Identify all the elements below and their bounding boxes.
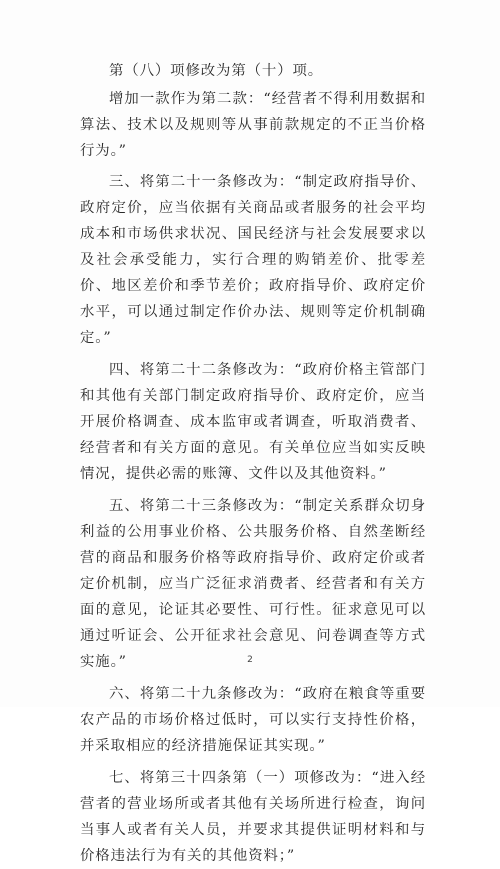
paragraph-article-34: 七、将第三十四条第（一）项修改为：“进入经营者的营业场所或者其他有关场所进行检查，询问当事人或者有关人员，并要求其提供证明材料和与价格违法行为有关的其他资料；”: [80, 770, 426, 864]
paragraph-article-29: 六、将第二十九条修改为：“政府在粮食等重要农产品的市场价格过低时，可以实行支持性价格，并采取相应的经济措施保证其实现。”: [80, 686, 426, 754]
document-body: [80, 58, 426, 869]
paragraph-article-21: 三、将第二十一条修改为：“制定政府指导价、政府定价，应当依据有关商品或者服务的社会平均成本和市场供求状况、国民经济与社会发展要求以及社会承受能力，实行合理的购销差价、批零差价、地区差价和季节差价；政府指导价、政府定价水平，可以通过制定作价办法、规则等定价机制确定。”: [80, 174, 426, 346]
paragraph-amendment-item-8: 第（八）项修改为第（十）项。: [109, 63, 324, 79]
page-number: 2: [247, 655, 253, 665]
paragraph-add-second-clause: 增加一款作为第二款：“经营者不得利用数据和算法、技术以及规则等从事前款规定的不正当价格行为。”: [80, 91, 426, 159]
paragraph-article-23: 五、将第二十三条修改为：“制定关系群众切身利益的公用事业价格、公共服务价格、自然垄断经营的商品和服务价格等政府指导价、政府定价或者定价机制，应当广泛征求消费者、经营者和有关方面的意见，论证其必要性、可行性。征求意见可以通过听证会、公开征求社会意见、问卷调查等方式实施。”: [80, 498, 426, 670]
paragraph-article-22: 四、将第二十二条修改为：“政府价格主管部门和其他有关部门制定政府指导价、政府定价，应当开展价格调查、成本监审或者调查，听取消费者、经营者和有关方面的意见。有关单位应当如实反映情况，提供必需的账簿、文件以及其他资料。”: [80, 362, 426, 482]
